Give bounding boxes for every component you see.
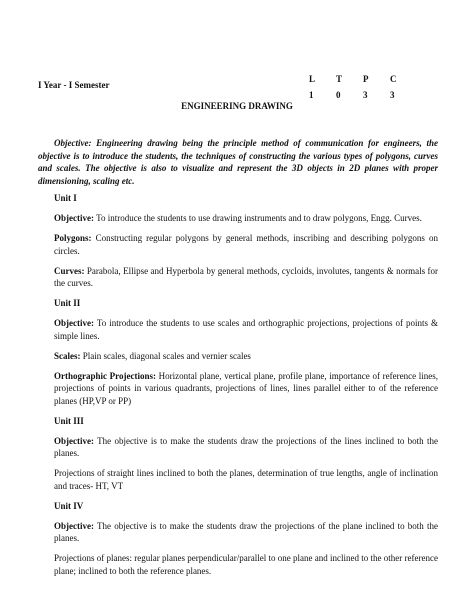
year-semester: I Year - I Semester	[38, 80, 110, 90]
unit-paragraph	[54, 520, 438, 545]
course-objective: Objective: Engineering drawing being the principle method of communication for engineers, the objective is to introduce the students, the techniques of constructing the various types of polygons, curves and scales. The objective is also to visualize and represent the 3D objects in 2D planes with proper dimensioning, scaling etc.	[38, 138, 438, 186]
ltpc-value-t: 0	[336, 90, 341, 100]
unit-paragraph	[54, 552, 438, 577]
unit-title: Unit I	[54, 193, 77, 203]
paragraph-text: Projections of planes: regular planes perpendicular/parallel to one plane and inclined to the other reference plane; inclined to both the reference planes.	[54, 553, 438, 576]
paragraph-text: The objective is to make the students draw the projections of the plane inclined to both the planes.	[54, 520, 438, 543]
unit-paragraph	[54, 232, 438, 257]
paragraph-text: To introduce the students to use drawing instruments and to draw polygons, Engg. Curves.	[93, 213, 422, 223]
unit-paragraph	[54, 317, 438, 342]
units-content	[54, 192, 438, 585]
unit-paragraph	[54, 350, 438, 363]
ltpc-header-c: C	[390, 74, 397, 84]
unit-title: Unit II	[54, 298, 81, 308]
ltpc-header-row	[309, 71, 417, 87]
paragraph-text: Constructing regular polygons by general methods, inscribing and describing polygons on circles.	[54, 233, 438, 256]
unit-paragraph	[54, 265, 438, 290]
ltpc-value-c: 3	[390, 90, 395, 100]
unit-paragraph	[54, 467, 438, 492]
ltpc-value-l: 1	[309, 90, 314, 100]
paragraph-text: Horizontal plane, vertical plane, profile plane, importance of reference lines, projections of points in various quadrants, projections of lines, lines parallel either to of the reference planes (HP,VP or PP)	[54, 370, 438, 406]
paragraph-label: Objective:	[54, 318, 94, 328]
ltpc-header-p: P	[363, 74, 369, 84]
ltpc-table	[309, 71, 417, 103]
unit-title: Unit III	[54, 415, 84, 426]
unit-title: Unit IV	[54, 500, 84, 511]
paragraph-label: Curves:	[54, 265, 85, 276]
paragraph-label: Objective:	[54, 213, 94, 223]
paragraph-text: The objective is to make the students draw the projections of the lines inclined to both the planes.	[54, 435, 438, 458]
paragraph-text: Projections of straight lines inclined to both the planes, determination of true lengths, angle of inclination and traces- HT, VT	[54, 468, 438, 491]
ltpc-header-t: T	[336, 74, 343, 84]
ltpc-value-p: 3	[363, 90, 368, 100]
paragraph-label: Polygons:	[54, 233, 92, 243]
paragraph-text: Plain scales, diagonal scales and vernier scales	[80, 350, 251, 361]
unit-paragraph	[54, 370, 438, 408]
paragraph-text: Parabola, Ellipse and Hyperbola by general methods, cycloids, involutes, tangents & normals for the curves.	[54, 265, 438, 288]
paragraph-label: Orthographic Projections:	[54, 370, 156, 381]
paragraph-label: Scales:	[54, 350, 81, 361]
ltpc-header-l: L	[309, 74, 316, 84]
course-title: ENGINEERING DRAWING	[181, 101, 293, 111]
paragraph-label: Objective:	[54, 520, 94, 531]
paragraph-label: Objective:	[54, 435, 94, 446]
paragraph-text: To introduce the students to use scales and orthographic projections, projections of points & simple lines.	[54, 318, 438, 341]
unit-paragraph	[54, 435, 438, 460]
unit-paragraph	[54, 212, 438, 225]
